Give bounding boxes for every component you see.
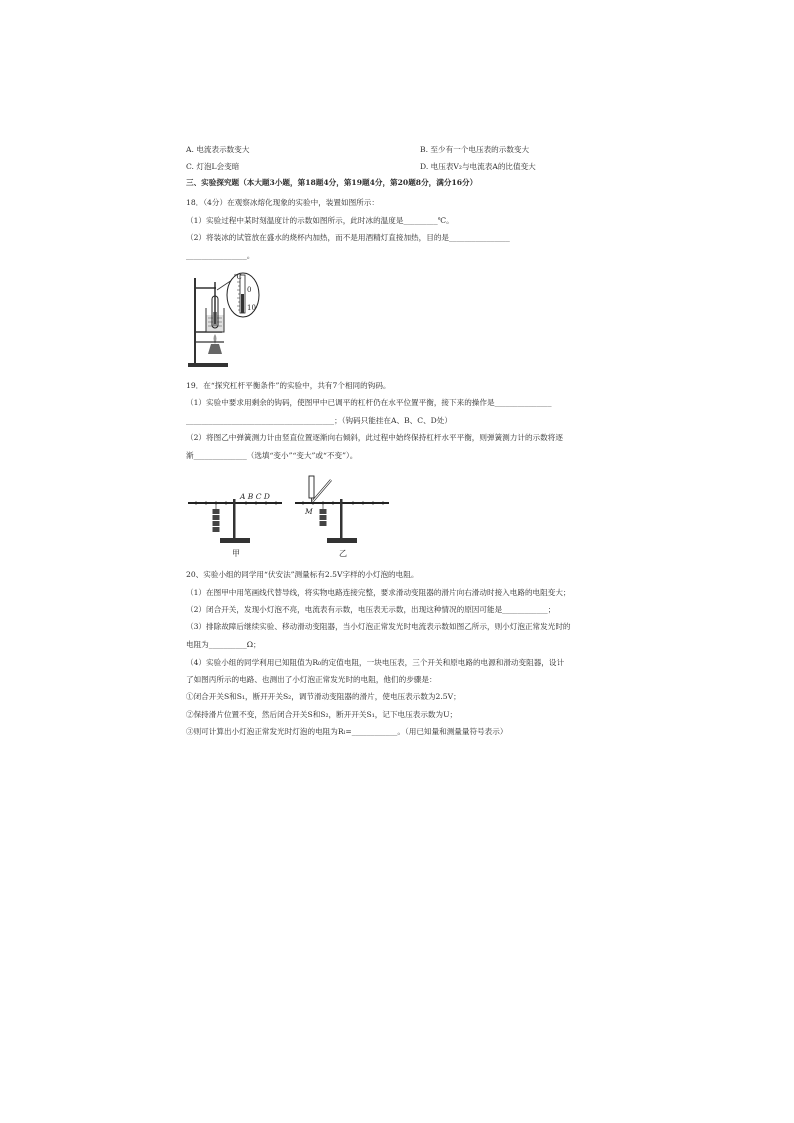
- stand-rod: [194, 278, 196, 364]
- q19-part2-cont: 渐______________（选填“变小”“变大”或“不变”）。: [186, 451, 358, 460]
- q20-part3-cont: 电阻为__________Ω；: [186, 640, 261, 649]
- q19-part2: （2）将图乙中弹簧测力计由竖直位置逐渐向右倾斜，此过程中始终保持杠杆水平平衡，则弹簧测力计的示数将逐: [186, 433, 563, 442]
- q19-part1: （1）实验中要求用剩余的钩码，使图甲中已调平的杠杆仍在水平位置平衡，接下来的操作是_______________: [186, 398, 552, 407]
- caption-yi: 乙: [339, 549, 347, 558]
- q20-part4: （4）实验小组的同学利用已知阻值为R₀的定值电阻，一块电压表，三个开关和原电路的电源和滑动变阻器，设计: [186, 658, 565, 667]
- q20-stem: 20、实验小组的同学用“伏安法”测量标有2.5V字样的小灯泡的电阻。: [186, 570, 419, 579]
- svg-text:10: 10: [247, 304, 256, 312]
- q18-part2: （2）将装冰的试管放在盛水的烧杯内加热，而不是用酒精灯直接加热，目的是________________: [186, 233, 510, 242]
- q18-part1: （1）实验过程中某时刻温度计的示数如图所示，此时冰的温度是_________℃。: [186, 216, 454, 225]
- q20-step2: ②保持滑片位置不变，然后闭合开关S和S₂，断开开关S₁，记下电压表示数为U；: [186, 710, 458, 719]
- q18-part2-cont: ________________。: [186, 251, 255, 260]
- q18-stem: 18．（4分）在观察冰熔化现象的实验中，装置如图所示：: [186, 198, 379, 207]
- q20-step3: ③则可计算出小灯泡正常发光时灯泡的电阻为Rₗ=____________。（用已知量和测量量符号表示）: [186, 727, 508, 736]
- q20-part3: （3）排除故障后继续实验、移动滑动变阻器，当小灯泡正常发光时电流表示数如图乙所示，则小灯泡正常发光时的: [186, 622, 571, 631]
- lever-figure-yi: [293, 472, 393, 558]
- lever-figure-jia: [186, 486, 286, 558]
- option-a: A. 电流表示数变大: [186, 145, 250, 154]
- q20-part1: （1）在图甲中用笔画线代替导线，将实物电路连接完整，要求滑动变阻器的滑片向右滑动时接入电路的电阻变大；: [186, 588, 571, 597]
- caption-jia: 甲: [232, 549, 240, 558]
- hook-weights: [213, 527, 220, 532]
- q20-step1: ①闭合开关S和S₁，断开开关S₂，调节滑动变阻器的滑片，使电压表示数为2.5V；: [186, 692, 461, 701]
- svg-text:℃: ℃: [234, 273, 242, 281]
- option-b: B. 至少有一个电压表的示数变大: [420, 145, 530, 154]
- lever-stand: [233, 499, 236, 541]
- q19-part1-cont: _______________________________________；（钩码只能挂在A、B、C、D处）: [186, 416, 452, 425]
- svg-text:0: 0: [247, 286, 252, 294]
- lever-labels: A B C D: [240, 492, 270, 501]
- hook-weights: [320, 521, 327, 526]
- q20-part2: （2）闭合开关，发现小灯泡不亮，电流表有示数，电压表无示数，出现这种情况的原因可能是____________；: [186, 605, 556, 614]
- q19-stem: 19．在“探究杠杆平衡条件”的实验中，共有7个相同的钩码。: [186, 381, 391, 390]
- lever-stand: [340, 499, 343, 541]
- q20-part4-cont: 了如图丙所示的电路、也测出了小灯泡正常发光时的电阻，他们的步骤是：: [186, 675, 437, 684]
- option-d: D. 电压表V₂与电流表A的比值变大: [420, 162, 536, 171]
- option-c: C. 灯泡L会变暗: [186, 162, 240, 171]
- q18-figure: [186, 268, 276, 372]
- section-heading: 三、实验探究题（本大题3小题，第18题4分，第19题4分，第20题8分，满分16分）: [186, 178, 478, 187]
- alcohol-lamp: [208, 344, 222, 354]
- spring-scale: [309, 476, 314, 498]
- label-m: M: [305, 507, 313, 516]
